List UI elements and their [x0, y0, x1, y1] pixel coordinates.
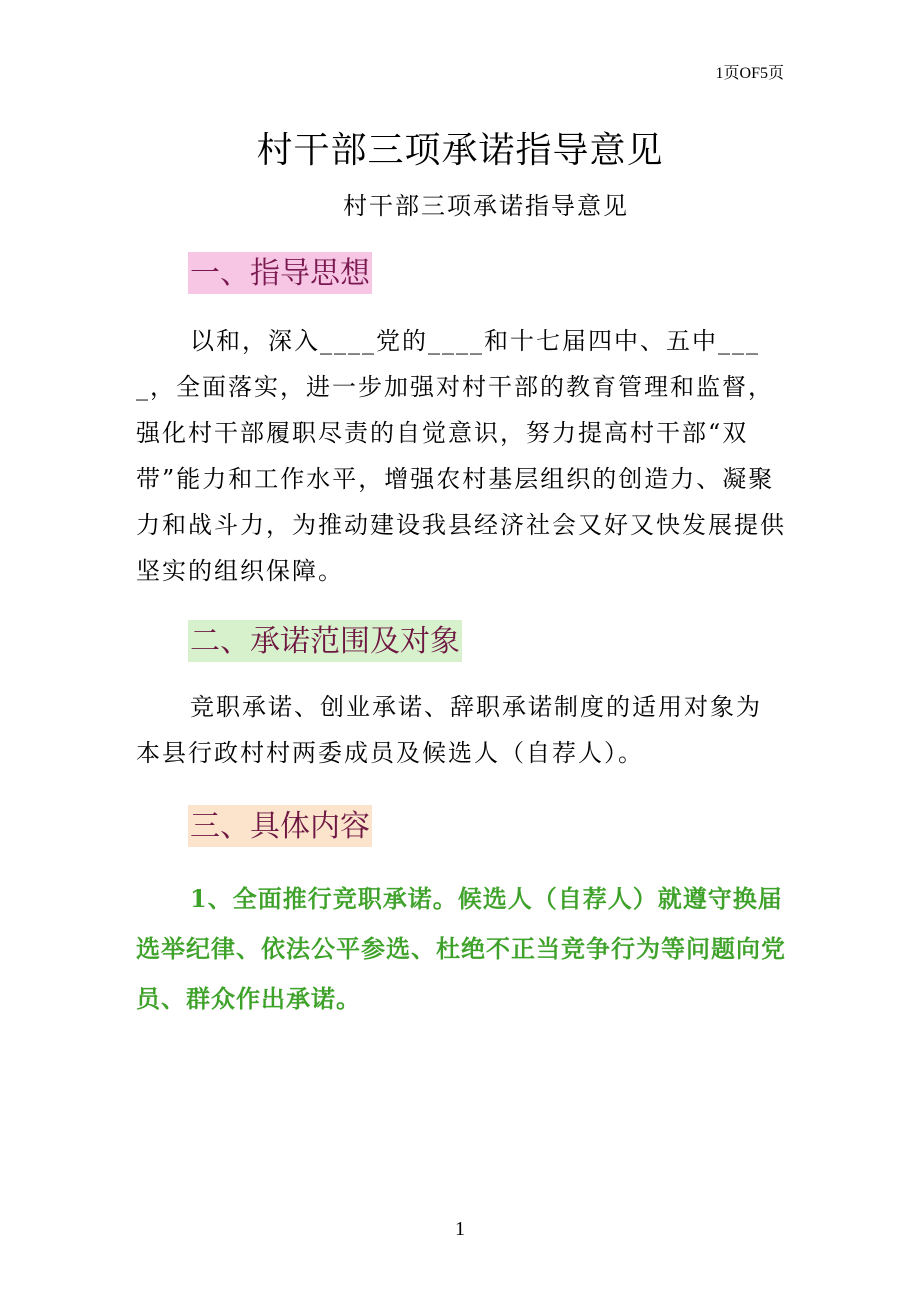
section-paragraph-scope: 竞职承诺、创业承诺、辞职承诺制度的适用对象为本县行政村村两委成员及候选人（自荐人）。 — [136, 693, 762, 767]
document-title: 村干部三项承诺指导意见 — [256, 130, 664, 171]
page-indicator: 1页OF5页 — [715, 65, 784, 82]
section-heading-guiding-ideology: 一、指导思想 — [188, 252, 372, 294]
section-heading-scope: 二、承诺范围及对象 — [188, 620, 462, 662]
page-number: 1 — [455, 1218, 465, 1240]
section-heading-specific-content: 三、具体内容 — [188, 805, 372, 847]
section-paragraph-guiding-ideology: 以和，深入____党的____和十七届四中、五中____，全面落实，进一步加强对村干部的教育管理和监督，强化村干部履职尽责的自觉意识，努力提高村干部“双带”能力和工作水平，增强农村基层组织的创造力、凝聚力和战斗力，为推动建设我县经济社会又好又快发展提供坚实的组织保障。 — [136, 327, 786, 585]
document-subtitle: 村干部三项承诺指导意见 — [343, 192, 629, 220]
section-paragraph-specific-content: 1、全面推行竞职承诺。候选人（自荐人）就遵守换届选举纪律、依法公平参选、杜绝不正当竞争行为等问题向党员、群众作出承诺。 — [136, 884, 786, 1013]
